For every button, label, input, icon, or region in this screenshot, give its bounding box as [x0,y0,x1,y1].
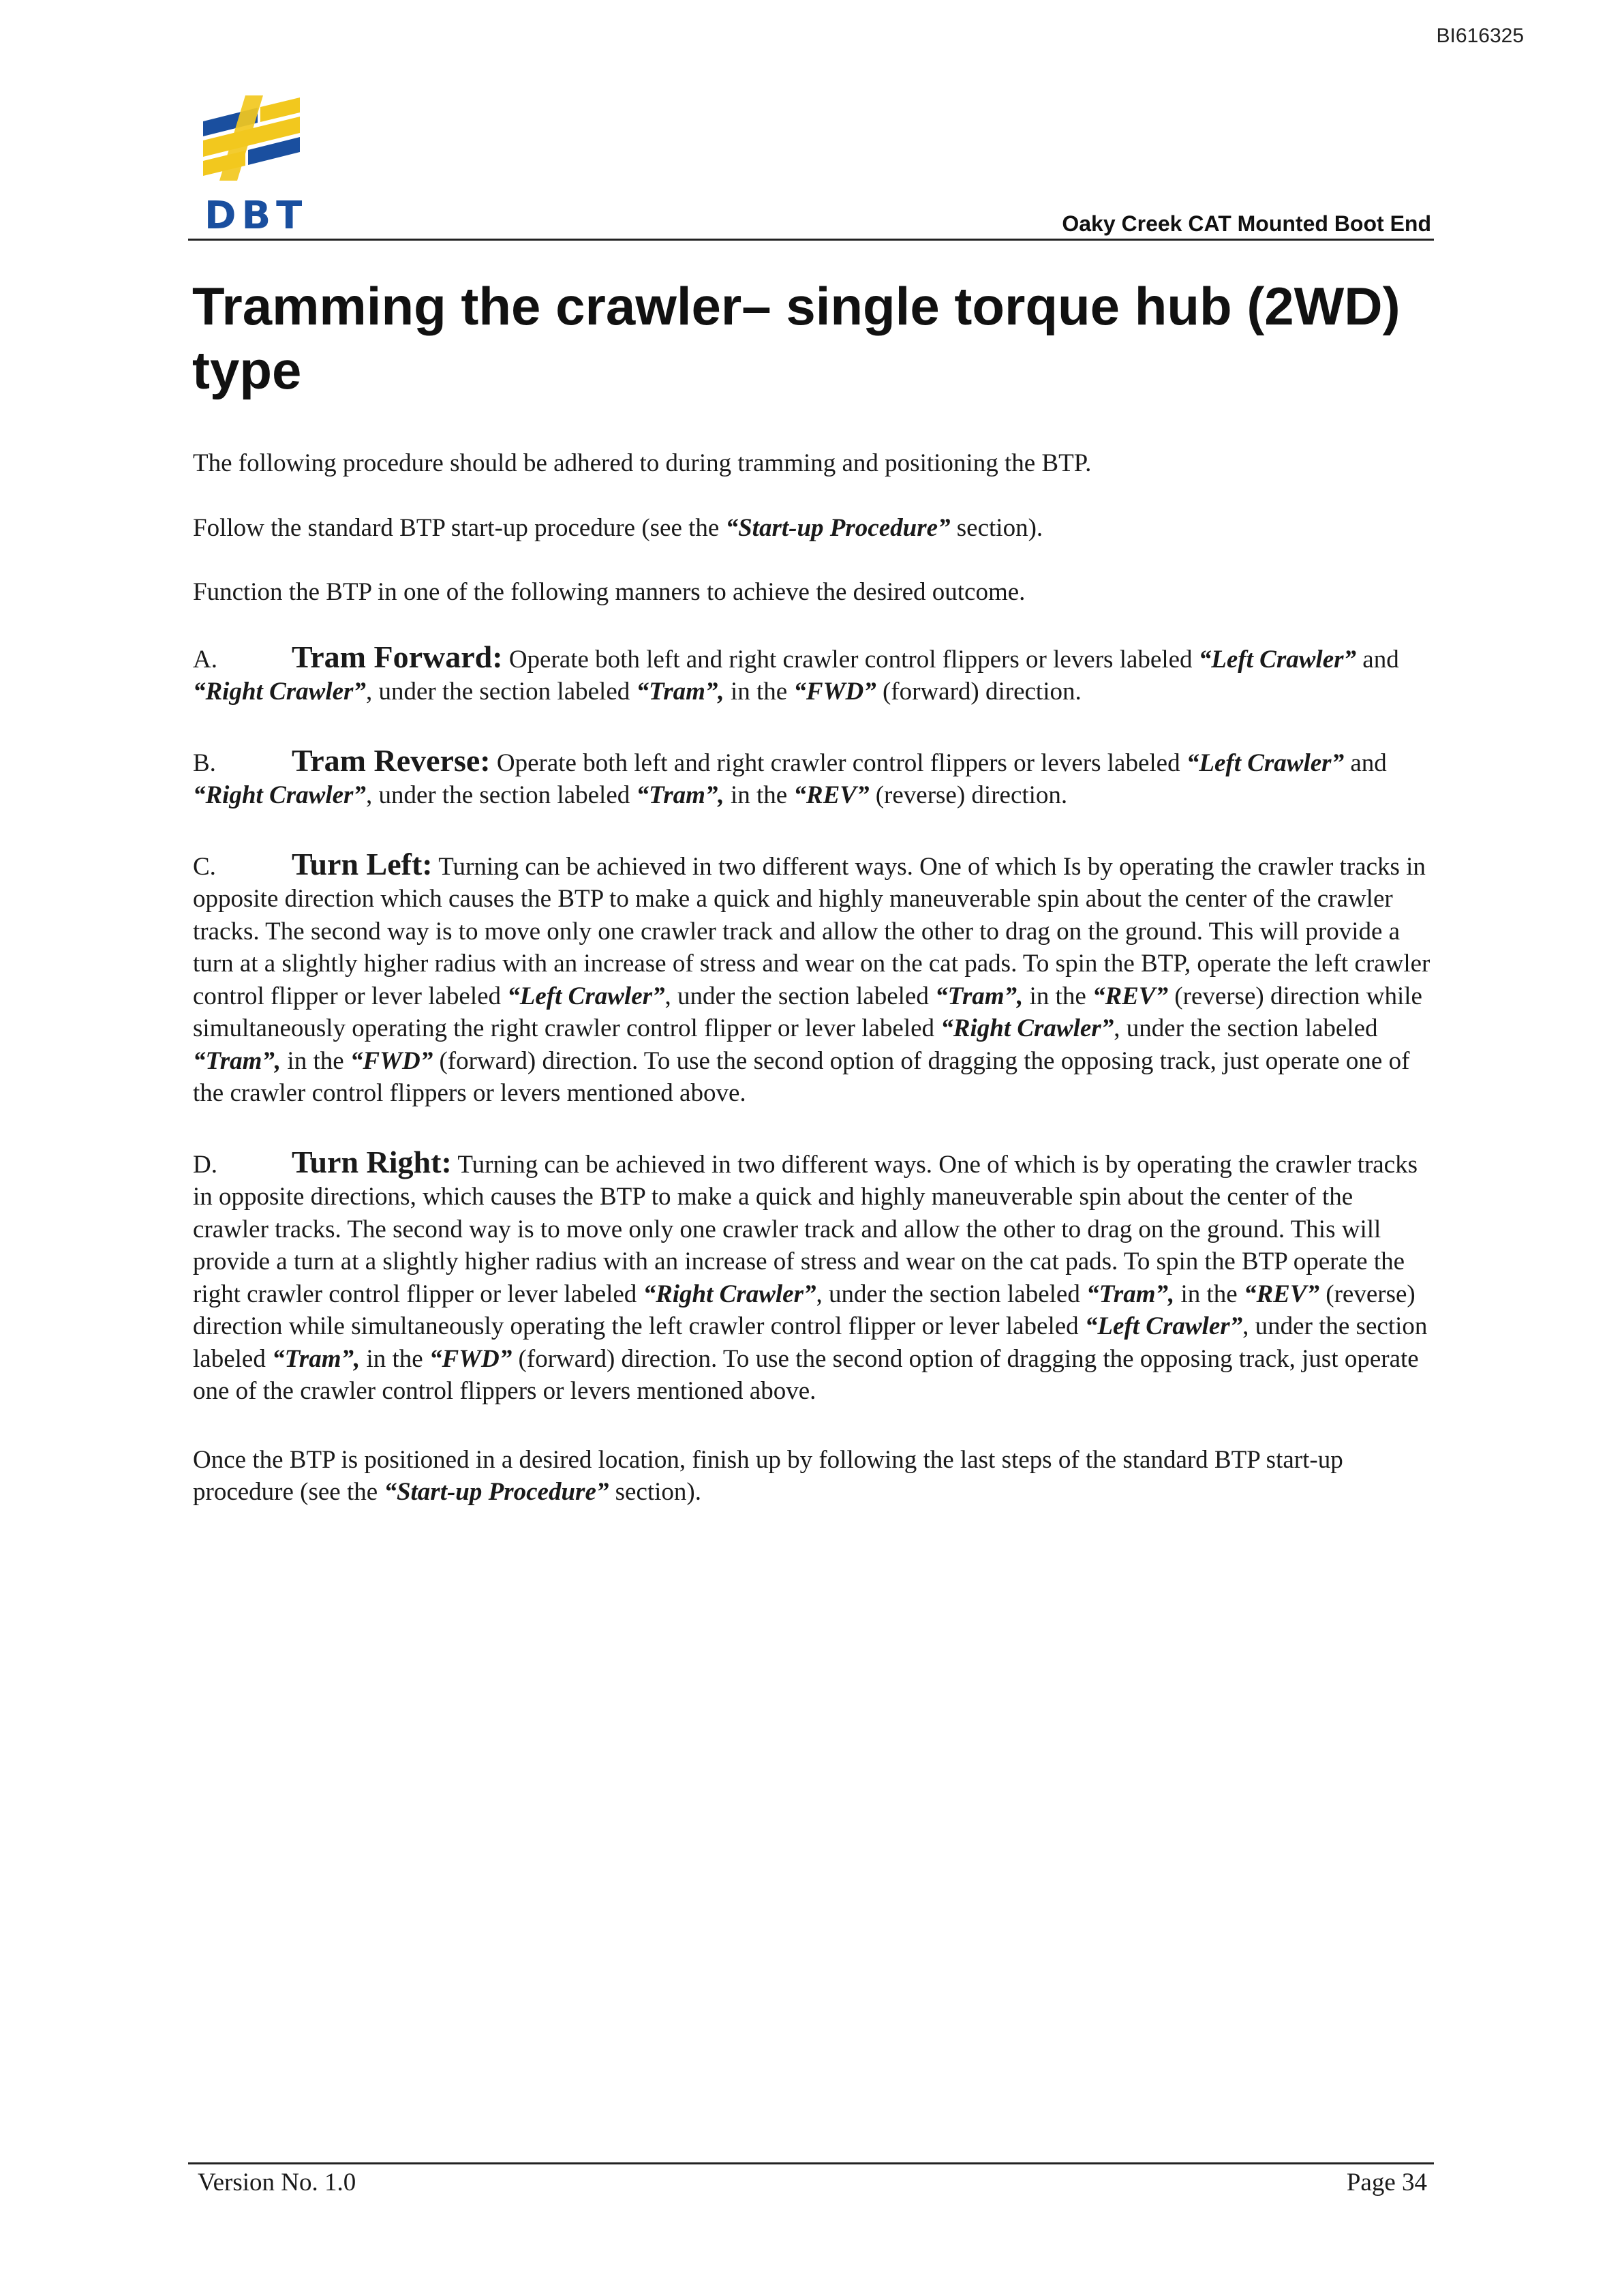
item-letter: B. [193,749,216,777]
control-label: “REV” [1243,1280,1320,1308]
text-run: , under the section labeled [365,781,637,809]
item-letter: D. [193,1150,217,1179]
text-run: in the [724,678,794,706]
section-reference: “Start-up Procedure” [725,513,951,542]
footer-divider [188,2162,1434,2164]
control-label: “Right Crawler” [643,1280,816,1308]
text-run: and [1344,749,1387,777]
item-letter: C. [193,852,216,881]
item-heading: Tram Reverse: [292,742,491,778]
text-run: Follow the standard BTP start-up procedure (see the [193,513,726,542]
text-run: (forward) direction. To use the second option of dragging the opposing track, just operate one of the crawler control flippers or levers mentioned above. [193,1344,1419,1405]
text-run: section). [609,1478,701,1506]
control-label: “REV” [793,781,870,809]
control-label: “Tram”, [636,678,724,706]
version-number: Version No. 1.0 [198,2169,356,2196]
page-number: Page 34 [1346,2169,1427,2196]
control-label: “Tram”, [935,982,1024,1010]
page-title: Tramming the crawler– single torque hub (2WD) type [192,276,1401,400]
text-run: Operate both left and right crawler control flippers or levers labeled [502,645,1199,674]
item-heading: Turn Right: [292,1144,452,1179]
control-label: “FWD” [429,1344,512,1373]
text-run: in the [281,1046,350,1075]
text-run: , under the section labeled [664,982,936,1010]
text-run: Once the BTP is positioned in a desired location, finish up by following the last steps of the standard BTP start-up procedure (see the [193,1445,1343,1506]
document-body [193,447,1433,1541]
text-run: , under the section labeled [365,678,637,706]
control-label: “Left Crawler” [1198,645,1357,674]
text-run: , under the section labeled [816,1280,1087,1308]
control-label: “Right Crawler” [193,781,366,809]
text-run: and [1356,645,1399,674]
intro-paragraph-1: The following procedure should be adhered to during tramming and positioning the BTP. [193,449,1092,477]
text-run: , under the section labeled [1114,1014,1378,1042]
text-run: in the [1023,982,1092,1010]
procedure-item-turn-left [193,848,1433,1110]
control-label: “Tram”, [1086,1280,1175,1308]
text-run: Operate both left and right crawler control flippers or levers labeled [490,749,1187,777]
text-run: section). [950,513,1043,542]
section-reference: “Start-up Procedure” [384,1478,609,1506]
text-run: , under the section labeled [193,1312,1428,1373]
text-run: (reverse) direction. [869,781,1068,809]
control-label: “FWD” [793,678,876,706]
control-label: “REV” [1092,982,1169,1010]
header-divider [188,239,1434,241]
item-heading: Tram Forward: [292,639,503,674]
item-letter: A. [193,645,217,674]
document-id: BI616325 [1436,25,1524,47]
logo-text: DBT [204,194,308,238]
procedure-item-tram-forward [193,641,1433,708]
control-label: “Left Crawler” [507,982,665,1010]
control-label: “Left Crawler” [1186,749,1345,777]
intro-paragraph-3: Function the BTP in one of the following manners to achieve the desired outcome. [193,578,1026,606]
control-label: “Right Crawler” [940,1014,1114,1042]
text-run: Turning can be achieved in two different ways. One of which Is by operating the crawler tracks in opposite direction which causes the BTP to make a quick and highly maneuverable spin about the center of the crawler tracks. The second way is to move only one crawler track and allow the other to drag on the ground. This will provide a turn at a slightly higher radius with an increase of stress and wear on the cat pads. To spin the BTP, operate the left crawler control flipper or lever labeled [193,852,1430,1010]
closing-paragraph [193,1444,1433,1509]
control-label: “Tram”, [193,1046,281,1075]
header-title: Oaky Creek CAT Mounted Boot End [1062,211,1431,236]
item-heading: Turn Left: [292,846,433,881]
text-run: (reverse) direction while simultaneously operating the left crawler control flipper or lever labeled [193,1280,1416,1340]
control-label: “Tram”, [272,1344,361,1373]
text-run: (forward) direction. To use the second option of dragging the opposing track, just operate one of the crawler control flippers or levers mentioned above. [193,1046,1410,1107]
intro-paragraph-2 [193,512,1433,545]
procedure-item-turn-right [193,1146,1433,1408]
text-run: in the [360,1344,429,1373]
control-label: “Tram”, [636,781,724,809]
text-run: in the [724,781,794,809]
text-run: (reverse) direction while simultaneously operating the right crawler control flipper or lever labeled [193,982,1422,1042]
control-label: “Left Crawler” [1084,1312,1243,1340]
procedure-item-tram-reverse [193,744,1433,812]
text-run: in the [1174,1280,1244,1308]
text-run: (forward) direction. [876,678,1082,706]
control-label: “FWD” [350,1046,433,1075]
control-label: “Right Crawler” [193,678,366,706]
text-run: Turning can be achieved in two different ways. One of which is by operating the crawler tracks in opposite directions, which causes the BTP to make a quick and highly maneuverable spin about the center of the crawler tracks. The second way is to move only one crawler track and allow the other to drag on the ground. This will provide a turn at a slightly higher radius with an increase of stress and wear on the cat pads. To spin the BTP operate the right crawler control flipper or lever labeled [193,1150,1418,1308]
